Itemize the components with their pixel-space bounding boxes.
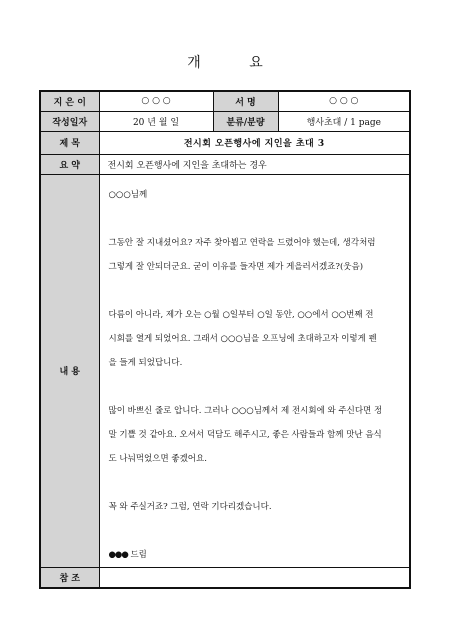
subject-value: 전시회 오픈행사에 지인을 초대 3: [99, 131, 410, 154]
summary-row: [40, 154, 410, 174]
signature-text: 드림: [127, 549, 147, 560]
reference-value: [99, 567, 410, 588]
summary-label: 요 약: [40, 154, 99, 174]
paragraph-line: 많이 바쁘신 줄로 압니다. 그러나 ○○○님께서 제 전시회에 와 주신다면 정: [108, 405, 383, 416]
category-label: 분류/분량: [213, 111, 278, 131]
content-body: [99, 174, 410, 567]
date-label: 작성일자: [40, 111, 99, 131]
paragraph-line: 시회를 열게 되었어요. 그래서 ○○○님을 오프닝에 초대하고자 이렇게 펜: [108, 333, 377, 344]
sign-value: ○ ○ ○: [278, 91, 410, 111]
greeting-line: ○○○님께: [108, 189, 148, 200]
paragraph-line: 다름이 아니라, 제가 오는 ○월 ○일부터 ○일 동안, ○○에서 ○○번째 전: [108, 309, 374, 320]
paragraph-line: 그동안 잘 지내셨어요? 자주 찾아뵙고 연락을 드렸어야 했는데, 생각처럼: [108, 237, 376, 248]
reference-row: [40, 567, 410, 588]
paragraph-line: 도 나눠먹었으면 좋겠어요.: [108, 453, 207, 464]
content-row: [40, 174, 410, 567]
author-value: ○ ○ ○: [99, 91, 213, 111]
signature-dots: ●●●: [108, 549, 128, 560]
content-label: 내 용: [40, 174, 99, 567]
author-row: [40, 91, 410, 111]
summary-value: 전시회 오픈행사에 지인을 초대하는 경우: [99, 154, 410, 174]
paragraph-line: 말 기쁠 것 같아요. 오셔서 덕담도 해주시고, 좋은 사람들과 함께 맛난 음식: [108, 429, 382, 440]
page-title: 개 요: [187, 55, 285, 71]
signature-line: [109, 543, 401, 567]
paragraph-line: 을 들게 되었답니다.: [108, 357, 183, 368]
reference-label: 참 조: [40, 567, 99, 588]
subject-label: 제 목: [40, 131, 99, 154]
date-value: 20 년 월 일: [99, 111, 213, 131]
category-value: 행사초대 / 1 page: [278, 111, 410, 131]
date-row: [40, 111, 410, 131]
sign-label: 서 명: [213, 91, 278, 111]
subject-row: [40, 131, 410, 154]
document-form-table: [39, 90, 411, 589]
paragraph-line: 그렇게 잘 안되더군요. 굳이 이유를 들자면 제가 게을러서겠죠?(웃음): [108, 261, 364, 272]
paragraph-line: 꼭 와 주실거죠? 그럼, 연락 기다리겠습니다.: [108, 501, 272, 512]
author-label: 지 은 이: [40, 91, 99, 111]
